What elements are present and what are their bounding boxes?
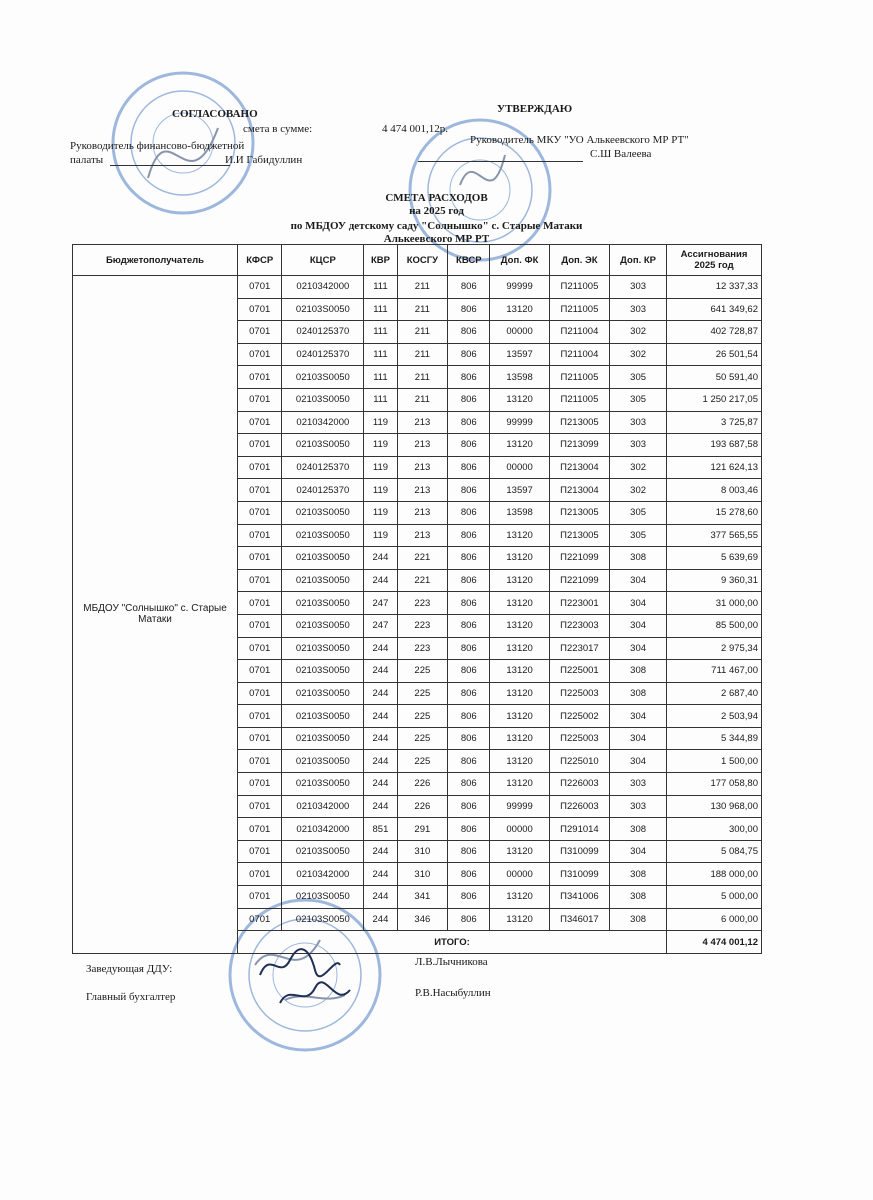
cell-kfsr: 0701 <box>238 908 282 931</box>
cell-dop-kr: 308 <box>610 682 667 705</box>
cell-kfsr: 0701 <box>238 637 282 660</box>
cell-kfsr: 0701 <box>238 795 282 818</box>
cell-dop-kr: 304 <box>610 637 667 660</box>
cell-kcsr: 02103S0050 <box>282 614 364 637</box>
doc-title-line3: по МБДОУ детскому саду "Солнышко" с. Старые Матаки <box>290 220 583 232</box>
cell-kosgu: 341 <box>397 886 448 909</box>
cell-dop-kr: 308 <box>610 863 667 886</box>
footer-accountant-label: Главный бухгалтер <box>86 991 176 1003</box>
cell-dop-kr: 304 <box>610 705 667 728</box>
header-kosgu: КОСГУ <box>397 245 448 276</box>
cell-kcsr: 0210342000 <box>282 795 364 818</box>
cell-kcsr: 02103S0050 <box>282 366 364 389</box>
cell-kcsr: 0210342000 <box>282 276 364 299</box>
cell-allocation: 5 639,69 <box>667 547 762 570</box>
cell-kvr: 247 <box>364 592 397 615</box>
cell-dop-fk: 13120 <box>490 637 549 660</box>
cell-allocation: 2 975,34 <box>667 637 762 660</box>
cell-dop-fk: 13120 <box>490 592 549 615</box>
cell-kvr: 244 <box>364 863 397 886</box>
cell-kvsr: 806 <box>448 524 490 547</box>
cell-kvr: 244 <box>364 750 397 773</box>
header-kvsr: КВСР <box>448 245 490 276</box>
cell-kfsr: 0701 <box>238 569 282 592</box>
header-dop-ek: Доп. ЭК <box>549 245 609 276</box>
cell-kfsr: 0701 <box>238 773 282 796</box>
cell-dop-kr: 305 <box>610 501 667 524</box>
approval-left-title: СОГЛАСОВАНО <box>172 108 258 120</box>
cell-dop-ek: П310099 <box>549 840 609 863</box>
cell-kfsr: 0701 <box>238 592 282 615</box>
cell-dop-fk: 13120 <box>490 298 549 321</box>
cell-kfsr: 0701 <box>238 705 282 728</box>
footer-head-name: Л.В.Лычникова <box>415 956 488 968</box>
cell-kvr: 244 <box>364 727 397 750</box>
cell-dop-kr: 304 <box>610 840 667 863</box>
cell-allocation: 1 250 217,05 <box>667 388 762 411</box>
cell-allocation: 121 624,13 <box>667 456 762 479</box>
cell-allocation: 177 058,80 <box>667 773 762 796</box>
cell-dop-kr: 303 <box>610 773 667 796</box>
cell-kvr: 244 <box>364 795 397 818</box>
cell-dop-ek: П310099 <box>549 863 609 886</box>
cell-allocation: 130 968,00 <box>667 795 762 818</box>
cell-kvsr: 806 <box>448 547 490 570</box>
cell-dop-fk: 13120 <box>490 908 549 931</box>
cell-allocation: 711 467,00 <box>667 660 762 683</box>
total-label: ИТОГО: <box>238 931 667 954</box>
cell-kosgu: 211 <box>397 366 448 389</box>
cell-kvr: 244 <box>364 637 397 660</box>
cell-kosgu: 213 <box>397 434 448 457</box>
cell-dop-kr: 303 <box>610 795 667 818</box>
cell-dop-fk: 13120 <box>490 682 549 705</box>
cell-kvr: 244 <box>364 886 397 909</box>
cell-kosgu: 213 <box>397 411 448 434</box>
cell-kvr: 244 <box>364 705 397 728</box>
cell-kvr: 119 <box>364 434 397 457</box>
cell-kcsr: 02103S0050 <box>282 298 364 321</box>
header-kvr: КВР <box>364 245 397 276</box>
cell-kvr: 111 <box>364 366 397 389</box>
cell-dop-fk: 99999 <box>490 276 549 299</box>
cell-kcsr: 02103S0050 <box>282 840 364 863</box>
cell-kosgu: 223 <box>397 592 448 615</box>
cell-dop-ek: П211004 <box>549 343 609 366</box>
cell-dop-fk: 13120 <box>490 569 549 592</box>
cell-kosgu: 221 <box>397 569 448 592</box>
cell-kosgu: 211 <box>397 298 448 321</box>
cell-allocation: 5 000,00 <box>667 886 762 909</box>
cell-kcsr: 02103S0050 <box>282 908 364 931</box>
cell-dop-kr: 302 <box>610 343 667 366</box>
cell-kcsr: 02103S0050 <box>282 637 364 660</box>
cell-kosgu: 226 <box>397 773 448 796</box>
cell-dop-ek: П213005 <box>549 501 609 524</box>
cell-kvsr: 806 <box>448 705 490 728</box>
cell-kcsr: 02103S0050 <box>282 773 364 796</box>
cell-dop-kr: 304 <box>610 592 667 615</box>
cell-allocation: 3 725,87 <box>667 411 762 434</box>
cell-dop-ek: П221099 <box>549 547 609 570</box>
cell-kosgu: 310 <box>397 863 448 886</box>
cell-dop-ek: П223017 <box>549 637 609 660</box>
cell-kvr: 119 <box>364 524 397 547</box>
cell-kcsr: 02103S0050 <box>282 501 364 524</box>
signature-line-left <box>110 165 230 166</box>
cell-kosgu: 211 <box>397 276 448 299</box>
sum-value: 4 474 001,12р. <box>382 123 448 135</box>
cell-kvr: 244 <box>364 682 397 705</box>
cell-dop-fk: 13120 <box>490 660 549 683</box>
approval-right-signer: С.Ш Валеева <box>590 148 652 160</box>
cell-dop-ek: П211005 <box>549 276 609 299</box>
cell-dop-fk: 13120 <box>490 727 549 750</box>
cell-dop-kr: 305 <box>610 388 667 411</box>
cell-kfsr: 0701 <box>238 547 282 570</box>
cell-dop-ek: П226003 <box>549 795 609 818</box>
cell-kvsr: 806 <box>448 343 490 366</box>
cell-dop-fk: 99999 <box>490 411 549 434</box>
header-dop-kr: Доп. КР <box>610 245 667 276</box>
cell-allocation: 5 084,75 <box>667 840 762 863</box>
cell-kvsr: 806 <box>448 614 490 637</box>
cell-dop-kr: 303 <box>610 298 667 321</box>
sum-label: смета в сумме: <box>243 123 313 135</box>
cell-dop-ek: П213005 <box>549 524 609 547</box>
cell-kosgu: 211 <box>397 343 448 366</box>
signature-line-right <box>418 161 583 162</box>
cell-kosgu: 226 <box>397 795 448 818</box>
cell-dop-fk: 00000 <box>490 321 549 344</box>
cell-kosgu: 213 <box>397 479 448 502</box>
cell-dop-kr: 302 <box>610 456 667 479</box>
cell-kvsr: 806 <box>448 501 490 524</box>
cell-kfsr: 0701 <box>238 434 282 457</box>
cell-kvsr: 806 <box>448 276 490 299</box>
cell-allocation: 402 728,87 <box>667 321 762 344</box>
header-dop-fk: Доп. ФК <box>490 245 549 276</box>
cell-kcsr: 02103S0050 <box>282 569 364 592</box>
header-allocation: Ассигнования 2025 год <box>667 245 762 276</box>
cell-dop-ek: П221099 <box>549 569 609 592</box>
cell-dop-fk: 13120 <box>490 773 549 796</box>
cell-kvsr: 806 <box>448 908 490 931</box>
cell-kvr: 244 <box>364 547 397 570</box>
cell-dop-ek: П225010 <box>549 750 609 773</box>
cell-dop-ek: П225003 <box>549 682 609 705</box>
cell-kcsr: 0210342000 <box>282 411 364 434</box>
cell-kvr: 247 <box>364 614 397 637</box>
cell-kvsr: 806 <box>448 592 490 615</box>
cell-allocation: 31 000,00 <box>667 592 762 615</box>
cell-kvsr: 806 <box>448 795 490 818</box>
cell-kvsr: 806 <box>448 637 490 660</box>
cell-dop-ek: П211005 <box>549 388 609 411</box>
cell-allocation: 377 565,55 <box>667 524 762 547</box>
cell-dop-fk: 00000 <box>490 863 549 886</box>
cell-dop-kr: 305 <box>610 366 667 389</box>
cell-dop-kr: 303 <box>610 411 667 434</box>
cell-kfsr: 0701 <box>238 456 282 479</box>
cell-dop-kr: 308 <box>610 660 667 683</box>
cell-dop-kr: 303 <box>610 276 667 299</box>
cell-dop-ek: П213004 <box>549 456 609 479</box>
cell-allocation: 15 278,60 <box>667 501 762 524</box>
cell-kfsr: 0701 <box>238 727 282 750</box>
cell-kcsr: 02103S0050 <box>282 388 364 411</box>
cell-kfsr: 0701 <box>238 411 282 434</box>
cell-kcsr: 02103S0050 <box>282 660 364 683</box>
cell-dop-fk: 13120 <box>490 524 549 547</box>
cell-kvr: 119 <box>364 501 397 524</box>
cell-kosgu: 213 <box>397 524 448 547</box>
cell-dop-ek: П225001 <box>549 660 609 683</box>
cell-dop-fk: 13120 <box>490 840 549 863</box>
cell-kcsr: 02103S0050 <box>282 750 364 773</box>
expense-table <box>72 244 762 954</box>
cell-kosgu: 225 <box>397 705 448 728</box>
cell-kvsr: 806 <box>448 388 490 411</box>
cell-allocation: 6 000,00 <box>667 908 762 931</box>
cell-allocation: 26 501,54 <box>667 343 762 366</box>
cell-kvsr: 806 <box>448 569 490 592</box>
cell-dop-ek: П213099 <box>549 434 609 457</box>
cell-kvsr: 806 <box>448 321 490 344</box>
cell-kvsr: 806 <box>448 298 490 321</box>
cell-allocation: 1 500,00 <box>667 750 762 773</box>
cell-kvr: 119 <box>364 456 397 479</box>
cell-kvsr: 806 <box>448 886 490 909</box>
cell-kvr: 111 <box>364 321 397 344</box>
cell-dop-ek: П213005 <box>549 411 609 434</box>
cell-kvr: 244 <box>364 908 397 931</box>
cell-dop-ek: П211004 <box>549 321 609 344</box>
cell-kfsr: 0701 <box>238 479 282 502</box>
doc-title-line1: СМЕТА РАСХОДОВ <box>385 192 488 204</box>
cell-kcsr: 02103S0050 <box>282 886 364 909</box>
cell-kosgu: 291 <box>397 818 448 841</box>
cell-kfsr: 0701 <box>238 660 282 683</box>
cell-dop-kr: 308 <box>610 886 667 909</box>
cell-kfsr: 0701 <box>238 886 282 909</box>
cell-dop-fk: 13120 <box>490 614 549 637</box>
cell-kvsr: 806 <box>448 840 490 863</box>
cell-kvsr: 806 <box>448 682 490 705</box>
cell-kcsr: 02103S0050 <box>282 705 364 728</box>
cell-dop-ek: П226003 <box>549 773 609 796</box>
cell-dop-fk: 13120 <box>490 388 549 411</box>
cell-dop-kr: 304 <box>610 614 667 637</box>
approval-right-position: Руководитель МКУ "УО Алькеевского МР РТ" <box>470 134 689 146</box>
cell-kvr: 111 <box>364 276 397 299</box>
cell-dop-kr: 308 <box>610 818 667 841</box>
footer-accountant-name: Р.В.Насыбуллин <box>415 987 491 999</box>
cell-dop-kr: 308 <box>610 908 667 931</box>
cell-allocation: 300,00 <box>667 818 762 841</box>
header-recipient: Бюджетополучатель <box>73 245 238 276</box>
cell-dop-fk: 13120 <box>490 434 549 457</box>
cell-dop-kr: 303 <box>610 434 667 457</box>
cell-kfsr: 0701 <box>238 298 282 321</box>
header-kcsr: КЦСР <box>282 245 364 276</box>
recipient-cell: МБДОУ "Солнышко" с. Старые Матаки <box>73 276 238 954</box>
cell-kfsr: 0701 <box>238 366 282 389</box>
cell-kvsr: 806 <box>448 366 490 389</box>
cell-dop-ek: П225003 <box>549 727 609 750</box>
cell-kcsr: 0240125370 <box>282 343 364 366</box>
cell-kvr: 244 <box>364 773 397 796</box>
cell-kvr: 111 <box>364 388 397 411</box>
cell-kosgu: 213 <box>397 501 448 524</box>
cell-kosgu: 223 <box>397 637 448 660</box>
cell-allocation: 188 000,00 <box>667 863 762 886</box>
cell-allocation: 641 349,62 <box>667 298 762 321</box>
footer-head-label: Заведующая ДДУ: <box>86 963 173 975</box>
cell-dop-fk: 13597 <box>490 479 549 502</box>
cell-kcsr: 0240125370 <box>282 456 364 479</box>
doc-title-line4: Алькеевского МР РТ <box>383 233 490 245</box>
cell-kosgu: 225 <box>397 750 448 773</box>
cell-dop-fk: 13120 <box>490 886 549 909</box>
approval-left-signer: И.И Габидуллин <box>225 154 303 166</box>
cell-kcsr: 02103S0050 <box>282 682 364 705</box>
cell-dop-fk: 13598 <box>490 366 549 389</box>
cell-kosgu: 211 <box>397 388 448 411</box>
cell-allocation: 2 503,94 <box>667 705 762 728</box>
cell-kvsr: 806 <box>448 863 490 886</box>
cell-allocation: 85 500,00 <box>667 614 762 637</box>
cell-kfsr: 0701 <box>238 343 282 366</box>
cell-dop-ek: П341006 <box>549 886 609 909</box>
cell-kfsr: 0701 <box>238 682 282 705</box>
cell-kvsr: 806 <box>448 818 490 841</box>
cell-kcsr: 02103S0050 <box>282 592 364 615</box>
cell-dop-fk: 00000 <box>490 456 549 479</box>
cell-kfsr: 0701 <box>238 501 282 524</box>
cell-dop-kr: 302 <box>610 321 667 344</box>
cell-allocation: 12 337,33 <box>667 276 762 299</box>
cell-kvr: 851 <box>364 818 397 841</box>
cell-kvsr: 806 <box>448 660 490 683</box>
cell-allocation: 9 360,31 <box>667 569 762 592</box>
total-value: 4 474 001,12 <box>667 931 762 954</box>
cell-kvr: 111 <box>364 298 397 321</box>
cell-dop-ek: П211005 <box>549 366 609 389</box>
cell-allocation: 193 687,58 <box>667 434 762 457</box>
doc-title-line2: на 2025 год <box>409 205 464 217</box>
cell-kvsr: 806 <box>448 456 490 479</box>
cell-dop-ek: П346017 <box>549 908 609 931</box>
cell-dop-kr: 304 <box>610 727 667 750</box>
cell-kcsr: 02103S0050 <box>282 727 364 750</box>
cell-allocation: 8 003,46 <box>667 479 762 502</box>
cell-kfsr: 0701 <box>238 750 282 773</box>
cell-kfsr: 0701 <box>238 321 282 344</box>
cell-kfsr: 0701 <box>238 524 282 547</box>
cell-kosgu: 225 <box>397 682 448 705</box>
cell-kvsr: 806 <box>448 727 490 750</box>
cell-dop-fk: 13120 <box>490 705 549 728</box>
cell-kcsr: 0210342000 <box>282 863 364 886</box>
cell-dop-kr: 308 <box>610 547 667 570</box>
cell-kfsr: 0701 <box>238 863 282 886</box>
cell-kfsr: 0701 <box>238 818 282 841</box>
cell-kfsr: 0701 <box>238 840 282 863</box>
cell-kvr: 244 <box>364 569 397 592</box>
cell-kfsr: 0701 <box>238 276 282 299</box>
table-header-row <box>73 245 762 276</box>
cell-dop-kr: 302 <box>610 479 667 502</box>
cell-kosgu: 221 <box>397 547 448 570</box>
cell-dop-ek: П213004 <box>549 479 609 502</box>
cell-kcsr: 02103S0050 <box>282 547 364 570</box>
cell-dop-ek: П211005 <box>549 298 609 321</box>
cell-kcsr: 0240125370 <box>282 479 364 502</box>
cell-dop-fk: 13598 <box>490 501 549 524</box>
cell-kvsr: 806 <box>448 773 490 796</box>
cell-kfsr: 0701 <box>238 614 282 637</box>
approval-left-position-2: палаты <box>70 154 104 166</box>
cell-kcsr: 02103S0050 <box>282 524 364 547</box>
cell-dop-kr: 305 <box>610 524 667 547</box>
cell-kosgu: 223 <box>397 614 448 637</box>
cell-dop-kr: 304 <box>610 750 667 773</box>
header-kfsr: КФСР <box>238 245 282 276</box>
cell-dop-ek: П223003 <box>549 614 609 637</box>
approval-right-title: УТВЕРЖДАЮ <box>497 103 573 115</box>
signature-accountant <box>275 978 355 1013</box>
cell-allocation: 50 591,40 <box>667 366 762 389</box>
cell-allocation: 5 344,89 <box>667 727 762 750</box>
cell-dop-fk: 00000 <box>490 818 549 841</box>
cell-kfsr: 0701 <box>238 388 282 411</box>
cell-dop-ek: П225002 <box>549 705 609 728</box>
cell-dop-kr: 304 <box>610 569 667 592</box>
cell-dop-fk: 13120 <box>490 750 549 773</box>
cell-kcsr: 02103S0050 <box>282 434 364 457</box>
cell-kvsr: 806 <box>448 434 490 457</box>
cell-dop-fk: 13597 <box>490 343 549 366</box>
cell-kvsr: 806 <box>448 479 490 502</box>
cell-kvr: 119 <box>364 411 397 434</box>
cell-kcsr: 0240125370 <box>282 321 364 344</box>
cell-kosgu: 310 <box>397 840 448 863</box>
cell-dop-ek: П223001 <box>549 592 609 615</box>
cell-kosgu: 225 <box>397 660 448 683</box>
cell-kosgu: 211 <box>397 321 448 344</box>
cell-kvsr: 806 <box>448 411 490 434</box>
table-row <box>73 276 762 299</box>
cell-kvr: 119 <box>364 479 397 502</box>
cell-kosgu: 225 <box>397 727 448 750</box>
approval-left-position-1: Руководитель финансово-бюджетной <box>70 140 245 152</box>
cell-allocation: 2 687,40 <box>667 682 762 705</box>
cell-kosgu: 213 <box>397 456 448 479</box>
cell-dop-ek: П291014 <box>549 818 609 841</box>
cell-kosgu: 346 <box>397 908 448 931</box>
cell-dop-fk: 99999 <box>490 795 549 818</box>
cell-kvr: 244 <box>364 660 397 683</box>
cell-kvr: 111 <box>364 343 397 366</box>
cell-kvsr: 806 <box>448 750 490 773</box>
cell-kcsr: 0210342000 <box>282 818 364 841</box>
cell-kvr: 244 <box>364 840 397 863</box>
cell-dop-fk: 13120 <box>490 547 549 570</box>
